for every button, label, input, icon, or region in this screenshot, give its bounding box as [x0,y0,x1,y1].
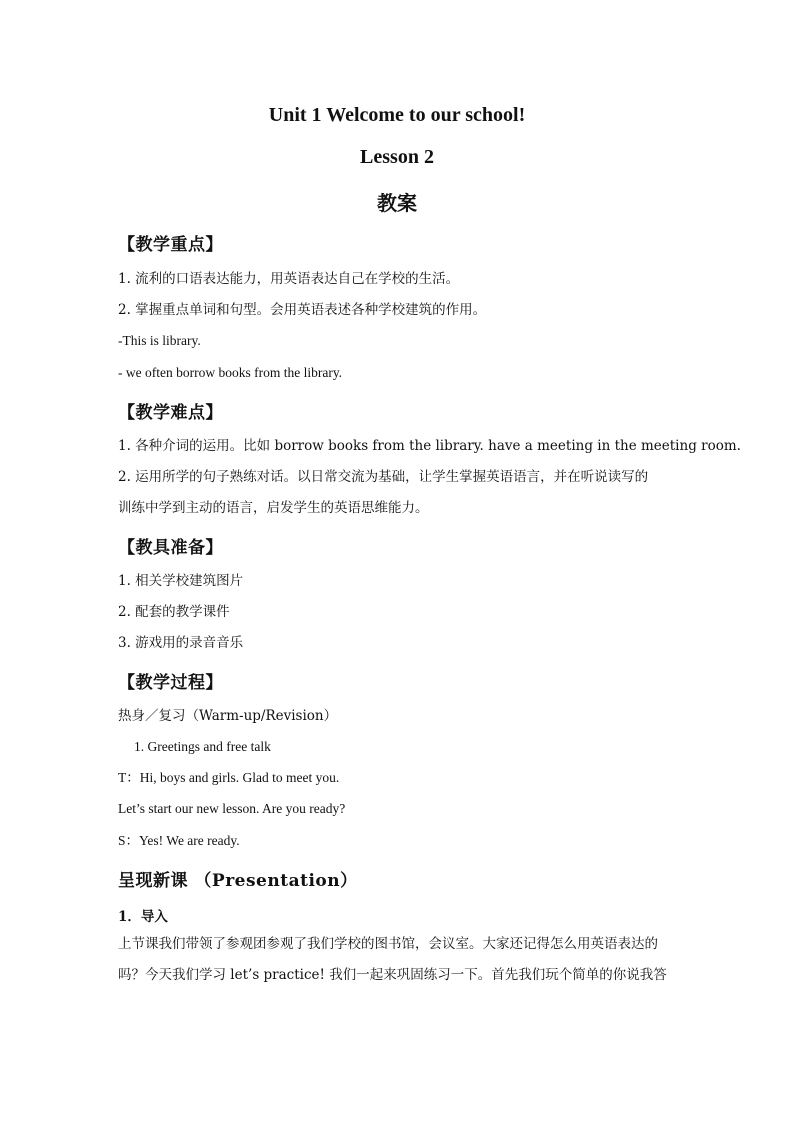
materials-item-3: 3. 游戏用的录音音乐 [118,635,244,651]
presentation-subheading: 1．导入 [118,909,168,925]
focus-item-2: 2. 掌握重点单词和句型。会用英语表述各种学校建筑的作用。 [118,302,487,318]
materials-item-2: 2. 配套的教学课件 [118,604,230,620]
section-heading-presentation: 呈现新课 （Presentation） [118,871,358,891]
doc-type-title: 教案 [377,193,417,215]
focus-example-2: - we often borrow books from the library. [118,365,343,380]
difficulty-item-2: 2. 运用所学的句子熟练对话。以日常交流为基础，让学生掌握英语语言，并在听说读写的 [118,469,649,485]
process-student-line: S：Yes! We are ready. [118,833,240,848]
difficulty-item-1: 1. 各种介词的运用。比如 borrow books from the library. have a meeting in the meeting room. [118,438,741,454]
process-teacher-line: T：Hi, boys and girls. Glad to meet you. [118,770,340,785]
focus-example-1: -This is library. [118,333,201,348]
section-heading-focus: 【教学重点】 [118,235,223,255]
section-heading-materials: 【教具准备】 [118,538,223,558]
difficulty-item-2-cont: 训练中学到主动的语言，启发学生的英语思维能力。 [118,500,429,516]
process-warmup: 热身／复习（Warm-up/Revision） [118,708,338,724]
focus-item-1: 1. 流利的口语表达能力，用英语表达自己在学校的生活。 [118,271,460,287]
section-heading-process: 【教学过程】 [118,673,223,693]
process-greetings: 1. Greetings and free talk [134,739,271,754]
presentation-paragraph-line-1: 上节课我们带领了参观团参观了我们学校的图书馆，会议室。大家还记得怎么用英语表达的 [118,936,658,952]
presentation-paragraph-line-2: 吗？今天我们学习 let’s practice! 我们一起来巩固练习一下。首先我们玩个简单的你说我答 [118,967,667,983]
process-teacher-line-2: Let’s start our new lesson. Are you ready? [118,801,346,816]
document-title: Unit 1 Welcome to our school! [268,104,526,126]
lesson-title: Lesson 2 [360,146,434,168]
section-heading-difficulty: 【教学难点】 [118,403,223,423]
materials-item-1: 1. 相关学校建筑图片 [118,573,244,589]
